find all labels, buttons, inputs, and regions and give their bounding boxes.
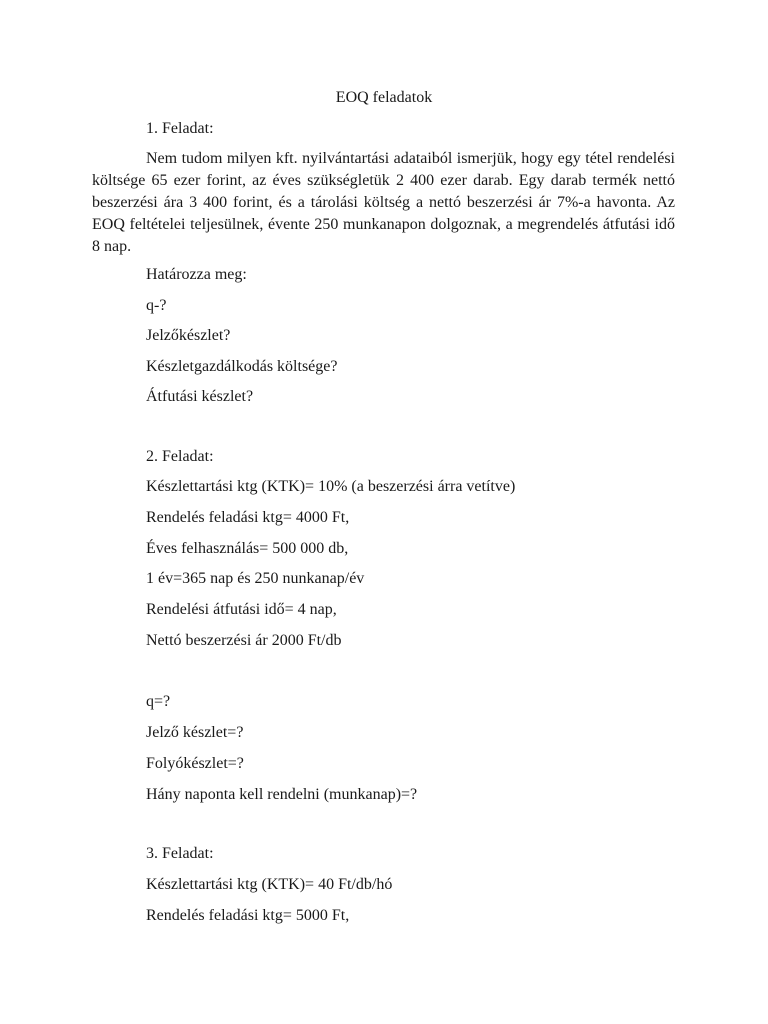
task2-given: Nettó beszerzési ár 2000 Ft/db bbox=[146, 632, 342, 649]
task2-given: 1 év=365 nap és 250 nunkanap/év bbox=[146, 570, 365, 587]
task3-given: Rendelés feladási ktg= 5000 Ft, bbox=[146, 907, 350, 924]
task1-question: Átfutási készlet? bbox=[146, 388, 254, 405]
task1-prompt: Határozza meg: bbox=[146, 266, 247, 283]
task2-question: Folyókészlet=? bbox=[146, 755, 244, 772]
task2-given: Rendelés feladási ktg= 4000 Ft, bbox=[146, 509, 350, 526]
task1-paragraph: Nem tudom milyen kft. nyilvántartási adataiból ismerjük, hogy egy tétel rendelési költsége 65 ezer forint, az éves szükségletük 2 400 ezer darab. Egy darab termék nettó beszerzési ára 3 400 forint, és a tárolási költség a nettó beszerzési ár 7%-a havonta. Az EOQ feltételei teljesülnek, évente 250 munkanapon dolgoznak, a megrendelés átfutási idő 8 nap. bbox=[92, 150, 675, 255]
task2-given: Készlettartási ktg (KTK)= 10% (a beszerzési árra vetítve) bbox=[146, 478, 516, 495]
task1-question: q-? bbox=[146, 297, 167, 314]
task2-question: Jelző készlet=? bbox=[146, 724, 244, 741]
task1-question: Jelzőkészlet? bbox=[146, 327, 231, 344]
document-title: EOQ feladatok bbox=[335, 89, 433, 106]
task3-given: Készlettartási ktg (KTK)= 40 Ft/db/hó bbox=[146, 876, 393, 893]
task2-given: Rendelési átfutási idő= 4 nap, bbox=[146, 601, 337, 618]
task2-question: Hány naponta kell rendelni (munkanap)=? bbox=[146, 786, 418, 803]
task1-heading: 1. Feladat: bbox=[146, 120, 214, 137]
task1-question: Készletgazdálkodás költsége? bbox=[146, 358, 338, 375]
task2-given: Éves felhasználás= 500 000 db, bbox=[146, 540, 349, 557]
task2-heading: 2. Feladat: bbox=[146, 448, 214, 465]
task2-question: q=? bbox=[146, 693, 171, 710]
task3-heading: 3. Feladat: bbox=[146, 845, 214, 862]
